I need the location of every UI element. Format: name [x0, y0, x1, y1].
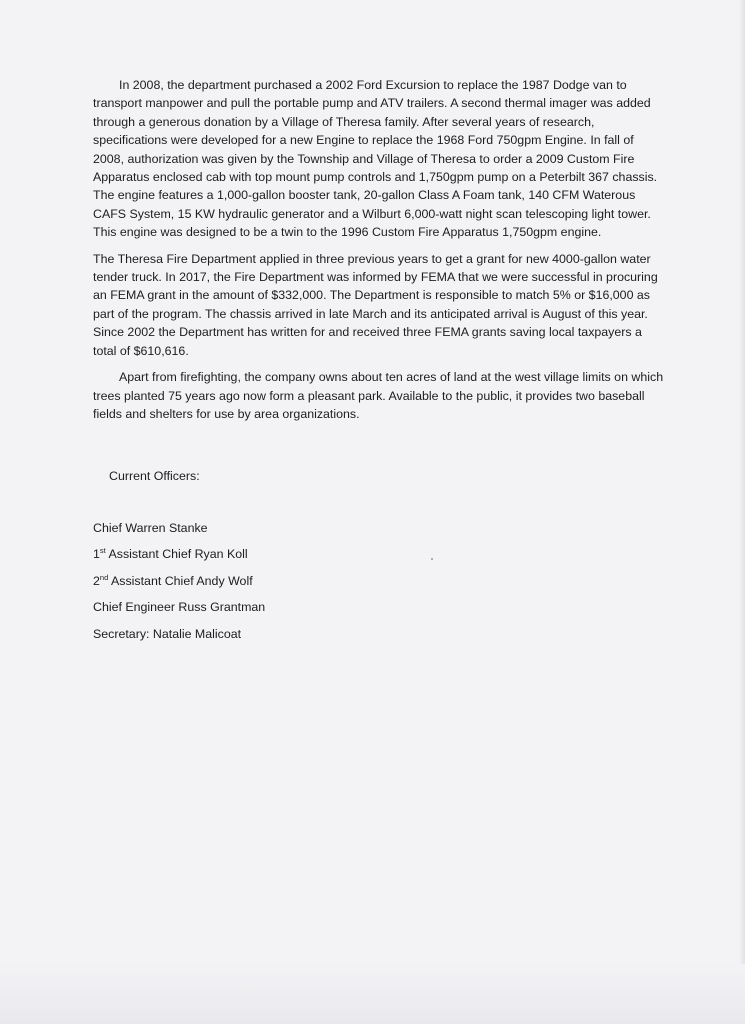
officer-secretary-text: Secretary: Natalie Malicoat: [93, 626, 242, 641]
officer-list: [93, 519, 668, 641]
officer-first-assistant-ordinal: 1: [93, 547, 100, 562]
officer-chief-engineer-text: Chief Engineer Russ Grantman: [93, 600, 266, 615]
officer-second-assistant: [93, 572, 668, 588]
officers-heading: Current Officers:: [109, 469, 200, 484]
officer-secretary: [93, 625, 668, 641]
officer-first-assistant-text: Assistant Chief Ryan Koll: [105, 547, 248, 562]
officer-first-assistant: [93, 545, 668, 561]
paragraph-park: Apart from firefighting, the company owns about ten acres of land at the west village limits on which trees planted 75 years ago now form a pleasant park. Available to the public, it provides two baseball fields and shelters for use by area organizations.: [93, 370, 664, 421]
scan-edge-shadow: [739, 0, 745, 1024]
officer-chief: [93, 519, 668, 535]
officer-chief-text: Chief Warren Stanke: [93, 520, 208, 535]
document-body: [93, 76, 668, 651]
paragraph-fema-grant: The Theresa Fire Department applied in three previous years to get a grant for new 4000-gallon water tender truck. In 2017, the Fire Department was informed by FEMA that we were successful in procuring an FEMA grant in the amount of $332,000. The Department is responsible to match 5% or $16,000 as part of the program. The chassis arrived in late March and its anticipated arrival is August of this year. Since 2002 the Department has written for and received three FEMA grants saving local taxpayers a total of $610,616.: [93, 251, 658, 358]
officer-first-assistant-ordinal-suffix: st: [99, 546, 106, 556]
officer-second-assistant-ordinal: 2: [93, 573, 100, 588]
officer-chief-engineer: [93, 598, 668, 614]
scan-bottom-shading: [0, 964, 745, 1024]
officer-second-assistant-ordinal-suffix: nd: [99, 572, 109, 582]
paragraph-equipment-history: In 2008, the department purchased a 2002 Ford Excursion to replace the 1987 Dodge van to transport manpower and pull the portable pump and ATV trailers. A second thermal imager was added through a generous donation by a Village of Theresa family. After several years of research, specifications were developed for a new Engine to replace the 1968 Ford 750gpm Engine. In fall of 2008, authorization was given by the Township and Village of Theresa to order a 2009 Custom Fire Apparatus enclosed cab with top mount pump controls and 1,750gpm pump on a Peterbilt 367 chassis. The engine features a 1,000-gallon booster tank, 20-gallon Class A Foam tank, 140 CFM Waterous CAFS System, 15 KW hydraulic generator and a Wilburt 6,000-watt night scan telescoping light tower. This engine was designed to be a twin to the 1996 Custom Fire Apparatus 1,750gpm engine.: [93, 78, 658, 240]
officer-second-assistant-text: Assistant Chief Andy Wolf: [108, 573, 253, 588]
